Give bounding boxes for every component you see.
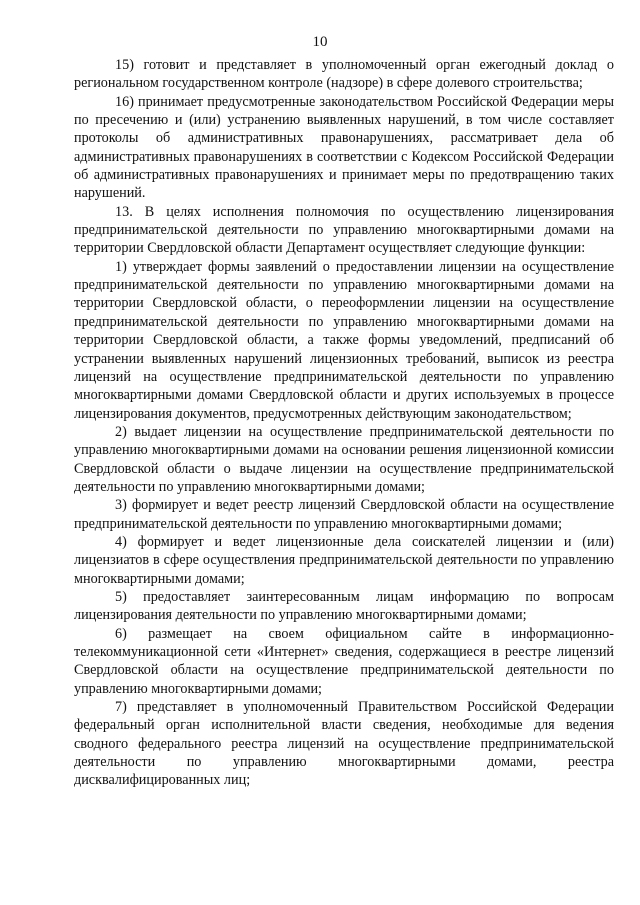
paragraph-item-16: 16) принимает предусмотренные законодательством Российской Федерации меры по пресечению и (или) устранению выявленных нарушений, в том числе составляет протоколы об административных правонарушениях, рассматривает дела об административных правонарушениях в соответствии с Кодексом Российской Федерации об административных правонарушениях и принимает меры по предотвращению таких нарушений. [74, 93, 614, 202]
paragraph-function-6: 6) размещает на своем официальном сайте в информационно-телекоммуникационной сети «Интернет» сведения, содержащиеся в реестре лицензий Свердловской области на осуществление предпринимательской деятельности по управлению многоквартирными домами; [74, 625, 614, 697]
paragraph-function-3: 3) формирует и ведет реестр лицензий Свердловской области на осуществление предпринимательской деятельности по управлению многоквартирными домами; [74, 497, 614, 532]
paragraph-item-15: 15) готовит и представляет в уполномоченный орган ежегодный доклад о региональном государственном контроле (надзоре) в сфере долевого строительства; [74, 57, 614, 92]
paragraph-function-1: 1) утверждает формы заявлений о предоставлении лицензии на осуществление предпринимательской деятельности по управлению многоквартирными домами на территории Свердловской области, о переоформлении лицензии на осуществление предпринимательской деятельности по управлению многоквартирными домами на территории Свердловской области, а также формы уведомлений, предписаний об устранении выявленных нарушений лицензионных требований, выписок из реестра лицензий на осуществление предпринимательской деятельности по управлению многоквартирными домами Свердловской области и других используемых в процессе лицензирования документов, предусмотренных действующим законодательством; [74, 258, 614, 422]
paragraph-function-4: 4) формирует и ведет лицензионные дела соискателей лицензии и (или) лицензиатов в сфере осуществления предпринимательской деятельности по управлению многоквартирными домами; [74, 533, 614, 587]
page-number: 10 [312, 34, 328, 50]
document-body [74, 56, 614, 790]
paragraph-function-2: 2) выдает лицензии на осуществление предпринимательской деятельности по управлению многоквартирными домами на основании решения лицензионной комиссии Свердловской области о выдаче лицензии на осуществление предпринимательской деятельности по управлению многоквартирными домами; [74, 423, 614, 495]
paragraph-section-13: 13. В целях исполнения полномочия по осуществлению лицензирования предпринимательской деятельности по управлению многоквартирными домами на территории Свердловской области Департамент осуществляет следующие функции: [74, 203, 614, 257]
paragraph-function-7: 7) представляет в уполномоченный Правительством Российской Федерации федеральный орган исполнительной власти сведения, необходимые для ведения сводного федерального реестра лицензий на осуществление предпринимательской деятельности по управлению многоквартирными домами, реестра дисквалифицированных лиц; [74, 699, 614, 789]
paragraph-function-5: 5) предоставляет заинтересованным лицам информацию по вопросам лицензирования деятельности по управлению многоквартирными домами; [74, 588, 614, 624]
